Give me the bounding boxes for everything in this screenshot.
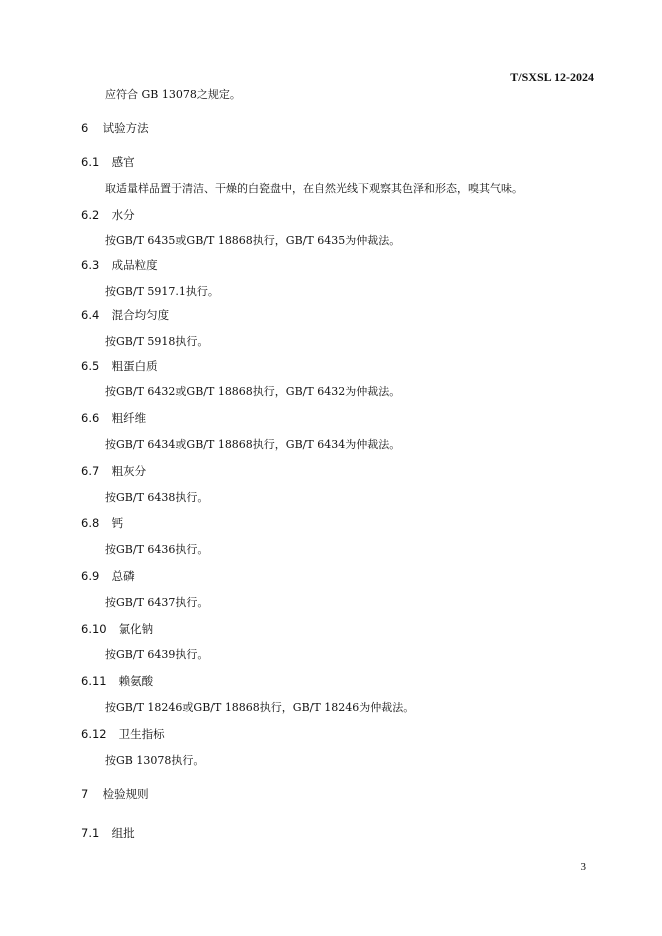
clause-6-2-heading bbox=[81, 207, 135, 223]
clause-title: 总磷 bbox=[111, 569, 135, 583]
clause-6-10-heading bbox=[81, 621, 153, 637]
clause-6-6-heading bbox=[81, 410, 146, 426]
section-title: 检验规则 bbox=[102, 787, 149, 801]
page-number: 3 bbox=[580, 861, 586, 873]
section-number: 7 bbox=[81, 787, 89, 801]
clause-6-9-text: 按GB/T 6437执行。 bbox=[105, 596, 209, 609]
clause-6-10-text: 按GB/T 6439执行。 bbox=[105, 648, 209, 661]
clause-number: 6.11 bbox=[81, 674, 107, 688]
clause-title: 氯化钠 bbox=[118, 622, 154, 636]
clause-6-1-heading bbox=[81, 154, 135, 170]
clause-number: 6.7 bbox=[81, 464, 100, 478]
clause-6-12-text: 按GB 13078执行。 bbox=[105, 754, 205, 767]
section-7-heading bbox=[81, 786, 149, 802]
clause-number: 6.8 bbox=[81, 516, 100, 530]
clause-number: 6.1 bbox=[81, 155, 100, 169]
clause-6-2-text: 按GB/T 6435或GB/T 18868执行，GB/T 6435为仲裁法。 bbox=[105, 234, 401, 247]
clause-6-8-text: 按GB/T 6436执行。 bbox=[105, 543, 209, 556]
clause-title: 赖氨酸 bbox=[118, 674, 154, 688]
clause-title: 粗灰分 bbox=[111, 464, 147, 478]
intro-paragraph: 应符合 GB 13078之规定。 bbox=[105, 88, 241, 101]
clause-6-6-text: 按GB/T 6434或GB/T 18868执行，GB/T 6434为仲裁法。 bbox=[105, 438, 401, 451]
clause-6-8-heading bbox=[81, 515, 123, 531]
clause-6-11-text: 按GB/T 18246或GB/T 18868执行，GB/T 18246为仲裁法。 bbox=[105, 701, 415, 714]
clause-6-3-text: 按GB/T 5917.1执行。 bbox=[105, 285, 219, 298]
clause-title: 组批 bbox=[111, 826, 135, 840]
clause-number: 6.5 bbox=[81, 359, 100, 373]
clause-title: 感官 bbox=[111, 155, 135, 169]
section-6-heading bbox=[81, 120, 149, 136]
clause-number: 6.10 bbox=[81, 622, 107, 636]
clause-6-7-text: 按GB/T 6438执行。 bbox=[105, 491, 209, 504]
clause-title: 成品粒度 bbox=[111, 258, 158, 272]
clause-7-1-heading bbox=[81, 825, 135, 841]
clause-6-11-heading bbox=[81, 673, 153, 689]
clause-title: 粗纤维 bbox=[111, 411, 147, 425]
clause-title: 水分 bbox=[111, 208, 135, 222]
clause-6-4-text: 按GB/T 5918执行。 bbox=[105, 335, 209, 348]
clause-6-7-heading bbox=[81, 463, 146, 479]
clause-6-3-heading bbox=[81, 257, 158, 273]
clause-number: 6.2 bbox=[81, 208, 100, 222]
clause-number: 6.6 bbox=[81, 411, 100, 425]
clause-number: 6.9 bbox=[81, 569, 100, 583]
document-code: T/SXSL 12-2024 bbox=[510, 70, 594, 84]
clause-number: 6.12 bbox=[81, 727, 107, 741]
clause-number: 7.1 bbox=[81, 826, 100, 840]
clause-6-5-heading bbox=[81, 358, 158, 374]
clause-number: 6.4 bbox=[81, 308, 100, 322]
clause-6-4-heading bbox=[81, 307, 169, 323]
clause-6-9-heading bbox=[81, 568, 135, 584]
clause-number: 6.3 bbox=[81, 258, 100, 272]
section-number: 6 bbox=[81, 121, 89, 135]
clause-title: 钙 bbox=[111, 516, 124, 530]
clause-6-5-text: 按GB/T 6432或GB/T 18868执行，GB/T 6432为仲裁法。 bbox=[105, 385, 401, 398]
clause-6-1-text: 取适量样品置于清洁、干燥的白瓷盘中，在自然光线下观察其色泽和形态，嗅其气味。 bbox=[105, 182, 523, 195]
clause-title: 卫生指标 bbox=[118, 727, 165, 741]
clause-title: 混合均匀度 bbox=[111, 308, 170, 322]
clause-title: 粗蛋白质 bbox=[111, 359, 158, 373]
clause-6-12-heading bbox=[81, 726, 165, 742]
section-title: 试验方法 bbox=[102, 121, 149, 135]
